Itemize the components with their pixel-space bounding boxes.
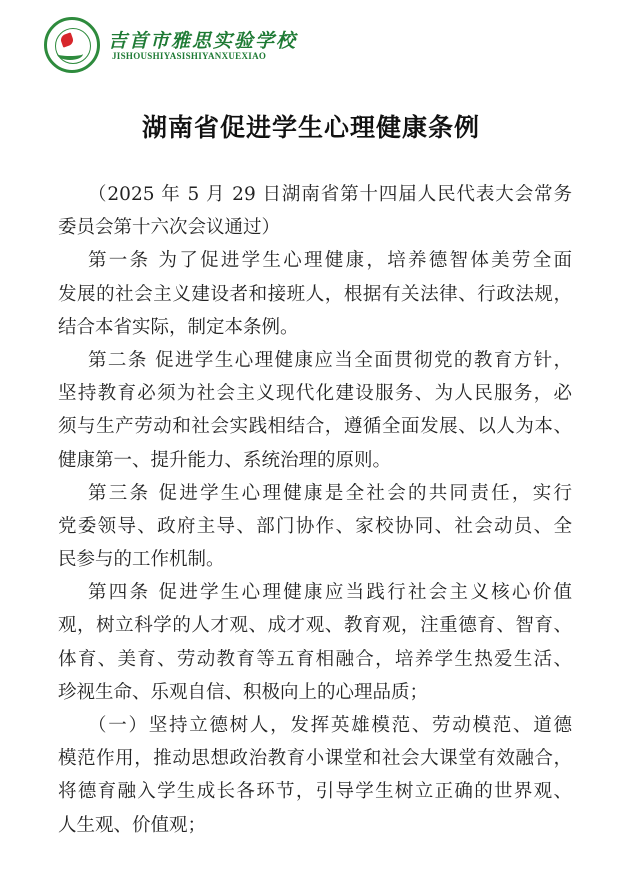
paragraph-line: 结合本省实际，制定本条例。	[58, 316, 299, 338]
paragraph-line: 将德育融入学生成长各环节，引导学生树立正确的世界观、	[58, 781, 572, 803]
school-logo	[44, 17, 100, 73]
paragraph-line: 坚持教育必须为社会主义现代化建设服务、为人民服务，必	[58, 383, 572, 405]
paragraph-line: 体育、美育、劳动教育等五育相融合，培养学生热爱生活、	[58, 648, 572, 670]
paragraph-line: （2025 年 5 月 29 日湖南省第十四届人民代表大会常务	[88, 184, 572, 205]
paragraph-line: 人生观、价值观；	[58, 814, 207, 836]
paragraph-line: 发展的社会主义建设者和接班人，根据有关法律、行政法规，	[58, 283, 572, 305]
paragraph-line: 模范作用，推动思想政治教育小课堂和社会大课堂有效融合，	[58, 748, 572, 770]
paragraph-line: 党委领导、政府主导、部门协作、家校协同、社会动员、全	[58, 515, 572, 537]
paragraph-line: 第二条 促进学生心理健康应当全面贯彻党的教育方针，	[88, 349, 572, 371]
paragraph-line: 观，树立科学的人才观、成才观、教育观，注重德育、智育、	[58, 615, 572, 637]
paragraph-line: （一）坚持立德树人，发挥英雄模范、劳动模范、道德	[88, 715, 572, 736]
document-title: 湖南省促进学生心理健康条例	[141, 113, 480, 142]
paragraph-line: 第三条 促进学生心理健康是全社会的共同责任，实行	[88, 482, 572, 504]
paragraph-line: 第一条 为了促进学生心理健康，培养德智体美劳全面	[88, 250, 572, 272]
logo-swoosh-icon	[57, 48, 83, 60]
document-body	[58, 178, 572, 842]
paragraph-line: 健康第一、提升能力、系统治理的原则。	[58, 449, 392, 471]
paragraph-line: 珍视生命、乐观自信、积极向上的心理品质；	[58, 681, 429, 703]
paragraph-line: 民参与的工作机制。	[58, 549, 225, 571]
paragraph-line: 委员会第十六次会议通过）	[58, 217, 281, 239]
school-name-cn: 吉首市雅思实验学校	[108, 30, 298, 52]
school-name-en: JISHOUSHIYASISHIYANXUEXIAO	[112, 51, 267, 61]
paragraph-line: 须与生产劳动和社会实践相结合，遵循全面发展、以人为本、	[58, 416, 572, 438]
paragraph-line: 第四条 促进学生心理健康应当践行社会主义核心价值	[88, 582, 572, 604]
